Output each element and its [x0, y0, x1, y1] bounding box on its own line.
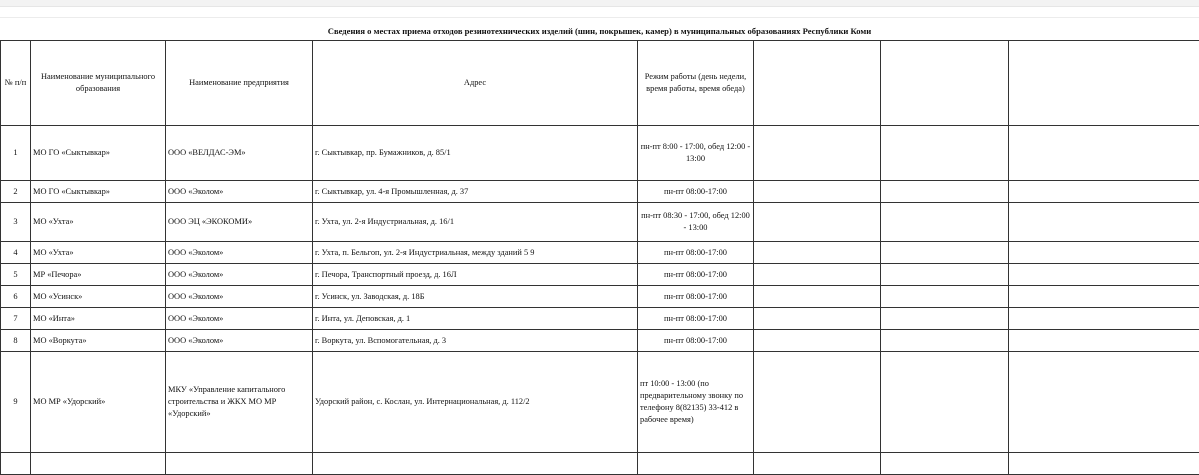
row-address: г. Ухта, ул. 2-я Индустриальная, д. 16/1: [313, 203, 638, 242]
row-municipality: МО МР «Удорский»: [31, 352, 166, 453]
header-num: № п/п: [1, 41, 31, 126]
header-municipality: Наименование муниципального образования: [31, 41, 166, 126]
row-num: 6: [1, 286, 31, 308]
row-num: 1: [1, 126, 31, 181]
empty-cell: [754, 453, 881, 475]
empty-cell: [881, 203, 1009, 242]
table-row-partial: [1, 453, 1199, 475]
collection-points-table: [0, 40, 1199, 475]
table-row: [1, 352, 1199, 453]
table-row: [1, 181, 1199, 203]
header-empty-cell: [881, 41, 1009, 126]
empty-cell: [313, 453, 638, 475]
row-hours: пн-пт 8:00 - 17:00, обед 12:00 - 13:00: [638, 126, 754, 181]
row-municipality: МР «Печора»: [31, 264, 166, 286]
row-num: 2: [1, 181, 31, 203]
row-num: 9: [1, 352, 31, 453]
empty-cell: [1009, 264, 1199, 286]
sheet-gridline: [0, 17, 1199, 18]
row-company: ООО «Эколом»: [166, 286, 313, 308]
empty-cell: [1009, 203, 1199, 242]
row-address: г. Сыктывкар, пр. Бумажников, д. 85/1: [313, 126, 638, 181]
empty-cell: [881, 242, 1009, 264]
row-municipality: МО ГО «Сыктывкар»: [31, 181, 166, 203]
header-hours: Режим работы (день недели, время работы, время обеда): [638, 41, 754, 126]
row-municipality: МО «Усинск»: [31, 286, 166, 308]
empty-cell: [1009, 453, 1199, 475]
row-municipality: МО «Ухта»: [31, 203, 166, 242]
row-municipality: МО ГО «Сыктывкар»: [31, 126, 166, 181]
empty-cell: [754, 308, 881, 330]
row-municipality: МО «Ухта»: [31, 242, 166, 264]
header-company: Наименование предприятия: [166, 41, 313, 126]
row-address: Удорский район, с. Кослан, ул. Интернациональная, д. 112/2: [313, 352, 638, 453]
toolbar-strip: [0, 0, 1199, 7]
row-company: ООО «Эколом»: [166, 330, 313, 352]
empty-cell: [754, 352, 881, 453]
table-row: [1, 330, 1199, 352]
row-company: ООО «Эколом»: [166, 264, 313, 286]
header-empty-cell: [754, 41, 881, 126]
empty-cell: [881, 286, 1009, 308]
table-row: [1, 286, 1199, 308]
row-hours: пн-пт 08:30 - 17:00, обед 12:00 - 13:00: [638, 203, 754, 242]
empty-cell: [1009, 308, 1199, 330]
row-address: г. Печора, Транспортный проезд, д. 16Л: [313, 264, 638, 286]
row-company: ООО «Эколом»: [166, 181, 313, 203]
row-num: 7: [1, 308, 31, 330]
row-num: 5: [1, 264, 31, 286]
row-company: ООО ЭЦ «ЭКОКОМИ»: [166, 203, 313, 242]
row-company: ООО «Эколом»: [166, 242, 313, 264]
empty-cell: [1, 453, 31, 475]
empty-cell: [881, 330, 1009, 352]
empty-cell: [881, 264, 1009, 286]
row-num: 4: [1, 242, 31, 264]
empty-cell: [754, 203, 881, 242]
empty-cell: [754, 181, 881, 203]
empty-cell: [1009, 242, 1199, 264]
empty-cell: [881, 453, 1009, 475]
row-hours: пн-пт 08:00-17:00: [638, 242, 754, 264]
table-header-row: [1, 41, 1199, 126]
empty-cell: [754, 330, 881, 352]
row-hours: пн-пт 08:00-17:00: [638, 308, 754, 330]
table-row: [1, 308, 1199, 330]
row-address: г. Сыктывкар, ул. 4-я Промышленная, д. 37: [313, 181, 638, 203]
empty-cell: [881, 352, 1009, 453]
table-row: [1, 203, 1199, 242]
empty-cell: [754, 126, 881, 181]
document-title: Сведения о местах приема отходов резинотехнических изделий (шин, покрышек, камер) в муниципальных образованиях Республики Коми: [0, 26, 1199, 36]
table-row: [1, 264, 1199, 286]
table-row: [1, 242, 1199, 264]
empty-cell: [754, 242, 881, 264]
row-hours: пн-пт 08:00-17:00: [638, 286, 754, 308]
empty-cell: [166, 453, 313, 475]
row-num: 3: [1, 203, 31, 242]
empty-cell: [1009, 126, 1199, 181]
row-address: г. Ухта, п. Бельгоп, ул. 2-я Индустриальная, между зданий 5 9: [313, 242, 638, 264]
empty-cell: [638, 453, 754, 475]
empty-cell: [1009, 352, 1199, 453]
empty-cell: [881, 181, 1009, 203]
header-address: Адрес: [313, 41, 638, 126]
table-row: [1, 126, 1199, 181]
row-company: МКУ «Управление капитального строительства и ЖКХ МО МР «Удорский»: [166, 352, 313, 453]
row-company: ООО «ВЕЛДАС-ЭМ»: [166, 126, 313, 181]
header-empty-cell: [1009, 41, 1199, 126]
empty-cell: [1009, 286, 1199, 308]
row-municipality: МО «Воркута»: [31, 330, 166, 352]
empty-cell: [31, 453, 166, 475]
row-address: г. Воркута, ул. Вспомогательная, д. 3: [313, 330, 638, 352]
row-address: г. Усинск, ул. Заводская, д. 18Б: [313, 286, 638, 308]
row-company: ООО «Эколом»: [166, 308, 313, 330]
row-municipality: МО «Инта»: [31, 308, 166, 330]
empty-cell: [1009, 181, 1199, 203]
empty-cell: [881, 126, 1009, 181]
row-num: 8: [1, 330, 31, 352]
empty-cell: [1009, 330, 1199, 352]
empty-cell: [754, 286, 881, 308]
empty-cell: [754, 264, 881, 286]
row-hours: пн-пт 08:00-17:00: [638, 181, 754, 203]
row-hours: пн-пт 08:00-17:00: [638, 330, 754, 352]
row-address: г. Инта, ул. Деповская, д. 1: [313, 308, 638, 330]
row-hours: пн-пт 08:00-17:00: [638, 264, 754, 286]
row-hours: пт 10:00 - 13:00 (по предварительному звонку по телефону 8(82135) 33-412 в рабочее время): [638, 352, 754, 453]
empty-cell: [881, 308, 1009, 330]
